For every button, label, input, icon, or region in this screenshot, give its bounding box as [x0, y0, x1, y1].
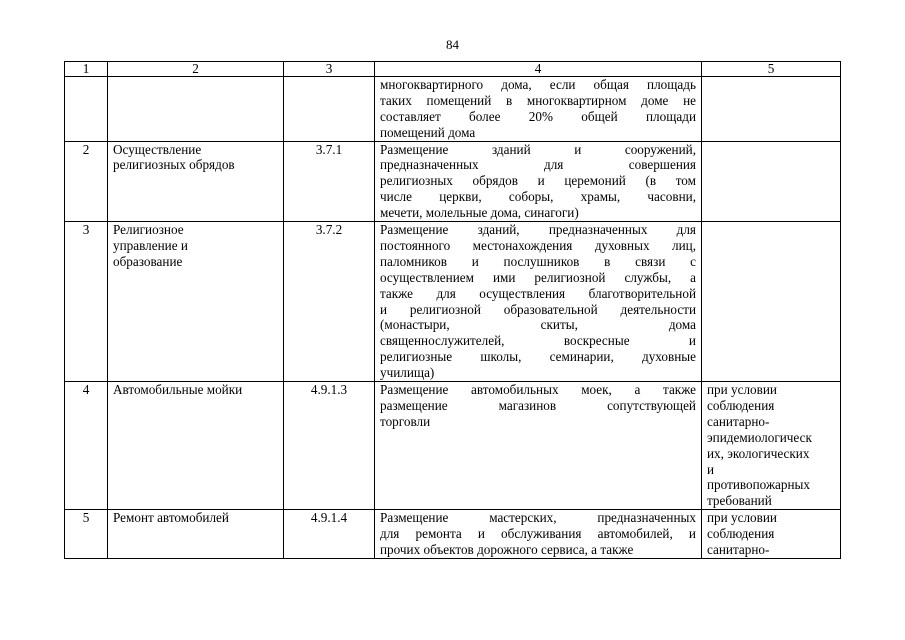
table-header-row — [65, 62, 841, 77]
classifier-code-cell — [284, 222, 375, 382]
classifier-code-cell — [284, 77, 375, 142]
use-name-cell — [108, 222, 284, 382]
description-line: религиозные школы, семинарии, духовные — [380, 349, 696, 365]
condition-note-line: соблюдения — [707, 397, 775, 413]
column-header-1: 1 — [65, 62, 108, 77]
use-name-cell — [108, 141, 284, 221]
description-line: многоквартирного дома, если общая площадь — [380, 77, 696, 92]
column-header-5: 5 — [702, 62, 841, 77]
description-line: Размещение зданий, предназначенных для — [380, 222, 696, 238]
classifier-code-cell — [284, 381, 375, 509]
description-cell — [375, 510, 702, 559]
description-line: торговли — [380, 413, 431, 429]
row-number: 2 — [82, 141, 90, 157]
row-number-cell — [65, 77, 108, 142]
condition-note-line: санитарно- — [707, 413, 770, 429]
description-line: (монастыри, скиты, дома — [380, 317, 696, 333]
description-cell — [375, 381, 702, 509]
classifier-code: 4.9.1.4 — [310, 510, 348, 526]
page-number: 84 — [446, 37, 459, 52]
table-row — [65, 381, 841, 509]
condition-note-cell — [702, 141, 841, 221]
row-number-cell — [65, 222, 108, 382]
row-number: 5 — [82, 510, 90, 526]
condition-note-line: и — [707, 461, 715, 477]
description-line: осуществлением ими религиозной службы, а — [380, 269, 696, 285]
use-name-line: Ремонт автомобилей — [113, 510, 229, 526]
description-line: размещение магазинов сопутствующей — [380, 397, 696, 413]
description-line: Размещение мастерских, предназначенных — [380, 510, 696, 526]
condition-note-line: противопожарных — [707, 477, 811, 493]
description-line: таких помещений в многоквартирном доме не — [380, 92, 696, 108]
description-line: Размещение автомобильных моек, а также — [380, 381, 696, 397]
table-row — [65, 141, 841, 221]
condition-note-line: их, экологических — [707, 445, 810, 461]
row-number-cell — [65, 381, 108, 509]
condition-note-cell — [702, 510, 841, 559]
condition-note-cell — [702, 77, 841, 142]
description-line: числе церкви, соборы, храмы, часовни, — [380, 189, 696, 205]
description-line: предназначенных для совершения — [380, 157, 696, 173]
row-number: 4 — [82, 381, 90, 397]
row-number-cell — [65, 141, 108, 221]
description-line: прочих объектов дорожного сервиса, а также — [380, 542, 634, 557]
table-row — [65, 510, 841, 559]
description-line: также для осуществления благотворительной — [380, 285, 696, 301]
description-line: училища) — [380, 365, 435, 381]
condition-note-line: соблюдения — [707, 526, 775, 542]
classifier-code: 3.7.2 — [315, 222, 343, 238]
use-name-line: управление и — [113, 237, 188, 253]
classifier-code-cell — [284, 141, 375, 221]
description-cell — [375, 141, 702, 221]
use-name-cell — [108, 510, 284, 559]
description-line: паломников и послушников в связи с — [380, 253, 696, 269]
row-number: 3 — [82, 222, 90, 238]
description-line: мечети, молельные дома, синагоги) — [380, 205, 579, 221]
description-line: религиозных обрядов и церемоний (в том — [380, 173, 696, 189]
zoning-table — [64, 61, 841, 559]
column-header-4: 4 — [375, 62, 702, 77]
use-name-line: религиозных обрядов — [113, 157, 235, 173]
table-row — [65, 222, 841, 382]
description-line: Размещение зданий и сооружений, — [380, 141, 696, 157]
table-row — [65, 77, 841, 142]
column-header-2: 2 — [108, 62, 284, 77]
column-header-3: 3 — [284, 62, 375, 77]
use-name-line: Осуществление — [113, 141, 202, 157]
description-cell — [375, 77, 702, 142]
condition-note-line: требований — [707, 493, 772, 509]
classifier-code-cell — [284, 510, 375, 559]
description-line: и религиозной образовательной деятельности — [380, 301, 696, 317]
classifier-code: 3.7.1 — [315, 141, 343, 157]
description-line: постоянного местонахождения духовных лиц, — [380, 237, 696, 253]
description-line: составляет более 20% общей площади — [380, 108, 696, 124]
description-line: помещений дома — [380, 124, 476, 140]
condition-note-cell — [702, 381, 841, 509]
use-name-line: Религиозное — [113, 222, 184, 238]
condition-note-line: при условии — [707, 510, 777, 526]
classifier-code: 4.9.1.3 — [310, 381, 348, 397]
use-name-line: Автомобильные мойки — [113, 381, 243, 397]
condition-note-line: при условии — [707, 381, 777, 397]
description-cell — [375, 222, 702, 382]
description-line: священнослужителей, воскресные и — [380, 333, 696, 349]
use-name-line: образование — [113, 253, 183, 269]
condition-note-line: эпидемиологическ — [707, 429, 812, 445]
condition-note-line: санитарно- — [707, 542, 770, 558]
condition-note-cell — [702, 222, 841, 382]
use-name-cell — [108, 381, 284, 509]
row-number-cell — [65, 510, 108, 559]
description-line: для ремонта и обслуживания автомобилей, и — [380, 526, 696, 542]
use-name-cell — [108, 77, 284, 142]
